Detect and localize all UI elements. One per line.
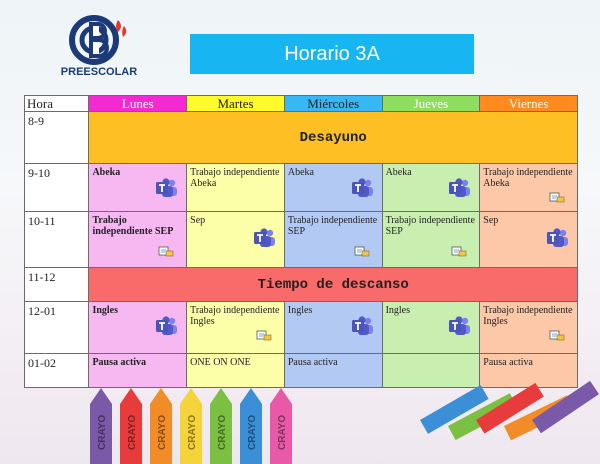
crayon bbox=[150, 388, 172, 464]
page-title bbox=[190, 34, 474, 74]
table-row bbox=[25, 302, 578, 354]
table-row bbox=[25, 164, 578, 212]
teams-icon[interactable] bbox=[352, 316, 374, 336]
header-day: Miércoles bbox=[284, 96, 382, 112]
class-cell bbox=[284, 302, 382, 354]
class-label: Pausa activa bbox=[287, 357, 338, 368]
class-label: Abeka bbox=[287, 167, 314, 178]
assignment-icon[interactable] bbox=[451, 246, 467, 257]
header-hora: Hora bbox=[25, 96, 89, 112]
assignment-icon[interactable] bbox=[549, 192, 565, 203]
teams-icon[interactable] bbox=[156, 178, 178, 198]
class-cell bbox=[187, 164, 285, 212]
logo-emblem-icon bbox=[58, 12, 140, 68]
crayon bbox=[240, 388, 262, 464]
class-cell bbox=[480, 302, 578, 354]
class-label: Sep bbox=[190, 215, 206, 226]
crayon-label: CRAYO bbox=[187, 414, 198, 450]
header-day: Lunes bbox=[89, 96, 187, 112]
teams-icon[interactable] bbox=[449, 316, 471, 336]
class-cell bbox=[284, 164, 382, 212]
assignment-icon[interactable] bbox=[354, 246, 370, 257]
teams-icon[interactable] bbox=[254, 228, 276, 248]
break-cell: Tiempo de descanso bbox=[89, 268, 578, 302]
crayon bbox=[180, 388, 202, 464]
crayon bbox=[120, 388, 142, 464]
crayon-label: CRAYO bbox=[247, 414, 258, 450]
class-cell bbox=[382, 302, 480, 354]
class-cell bbox=[382, 212, 480, 268]
class-cell bbox=[187, 302, 285, 354]
table-row bbox=[25, 268, 578, 302]
header-day: Jueves bbox=[382, 96, 480, 112]
header-row bbox=[25, 96, 578, 112]
crayon bbox=[210, 388, 232, 464]
crayon-label: CRAYO bbox=[127, 414, 138, 450]
class-label: Trabajo independiente SEP bbox=[385, 215, 475, 237]
table-row bbox=[25, 212, 578, 268]
class-cell bbox=[89, 164, 187, 212]
class-cell bbox=[89, 212, 187, 268]
logo-text: PREESCOLAR bbox=[60, 66, 138, 78]
header-day: Viernes bbox=[480, 96, 578, 112]
class-label: Pausa activa bbox=[483, 357, 533, 368]
school-logo bbox=[58, 12, 140, 82]
break-cell: Desayuno bbox=[89, 112, 578, 164]
time-slot: 11-12 bbox=[25, 268, 89, 302]
class-label: Trabajo independiente Ingles bbox=[190, 305, 280, 327]
crayon-label: CRAYO bbox=[97, 414, 108, 450]
class-cell bbox=[480, 164, 578, 212]
time-slot: 10-11 bbox=[25, 212, 89, 268]
assignment-icon[interactable] bbox=[158, 246, 174, 257]
class-label: Trabajo independiente SEP bbox=[287, 215, 378, 237]
class-label: Ingles bbox=[92, 305, 119, 316]
crayon bbox=[270, 388, 292, 464]
schedule-table bbox=[24, 95, 578, 388]
crayons-decoration bbox=[0, 380, 600, 464]
class-label: Trabajo independiente Abeka bbox=[483, 167, 573, 189]
class-label: Trabajo independiente SEP bbox=[92, 215, 174, 237]
header-day: Martes bbox=[187, 96, 285, 112]
assignment-icon[interactable] bbox=[549, 330, 565, 341]
class-label: Pausa activa bbox=[92, 357, 147, 368]
class-cell bbox=[89, 302, 187, 354]
crayon-label: CRAYO bbox=[277, 414, 288, 450]
class-label: Sep bbox=[483, 215, 499, 226]
class-cell bbox=[284, 212, 382, 268]
class-label: Abeka bbox=[385, 167, 412, 178]
crayon-label: CRAYO bbox=[217, 414, 228, 450]
class-label: Trabajo independiente Abeka bbox=[190, 167, 280, 189]
time-slot: 01-02 bbox=[25, 354, 89, 388]
table-row bbox=[25, 112, 578, 164]
time-slot: 9-10 bbox=[25, 164, 89, 212]
class-label: Ingles bbox=[287, 305, 313, 316]
teams-icon[interactable] bbox=[352, 178, 374, 198]
time-slot: 12-01 bbox=[25, 302, 89, 354]
teams-icon[interactable] bbox=[156, 316, 178, 336]
class-label: ONE ON ONE bbox=[190, 357, 251, 368]
crayon-angled bbox=[532, 381, 599, 433]
teams-icon[interactable] bbox=[547, 228, 569, 248]
class-label: Trabajo independiente Ingles bbox=[483, 305, 573, 327]
time-slot: 8-9 bbox=[25, 112, 89, 164]
crayon bbox=[90, 388, 112, 464]
crayon-label: CRAYO bbox=[157, 414, 168, 450]
class-cell bbox=[187, 212, 285, 268]
class-cell bbox=[382, 164, 480, 212]
class-label: Ingles bbox=[385, 305, 411, 316]
class-cell bbox=[480, 212, 578, 268]
class-label: Abeka bbox=[92, 167, 121, 178]
page-title-text: Horario 3A bbox=[284, 42, 380, 65]
teams-icon[interactable] bbox=[449, 178, 471, 198]
assignment-icon[interactable] bbox=[256, 330, 272, 341]
